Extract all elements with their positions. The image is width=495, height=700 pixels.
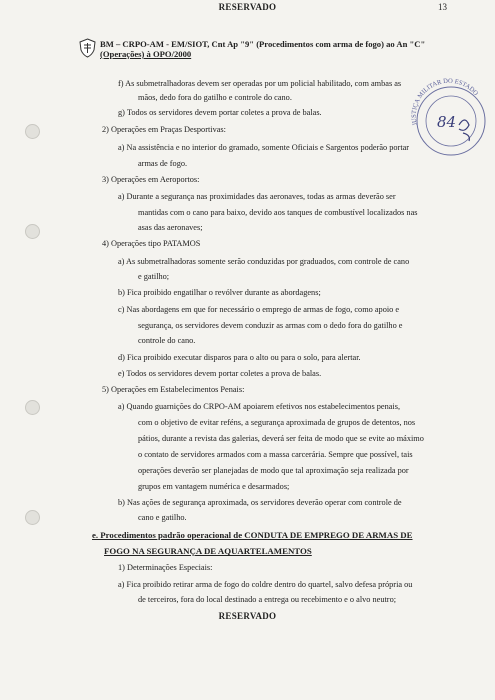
text-line: segurança, os servidores devem conduzir as armas com o dedo fora do gatilho e bbox=[138, 321, 403, 330]
stamp-ring-text: JUSTIÇA MILITAR DO ESTADO bbox=[410, 77, 480, 127]
section-title: e. Procedimentos padrão operacional de CONDUTA DE EMPREGO DE ARMAS DE bbox=[92, 530, 413, 540]
text-line: 3) Operações em Aeroportos: bbox=[102, 175, 200, 184]
text-line: b) Nas ações de segurança aproximada, os servidores deverão operar com controle de bbox=[118, 498, 402, 507]
text-line: grupos em vantagem numérica e desarmados; bbox=[138, 482, 290, 491]
text-line: f) As submetralhadoras devem ser operadas por um policial habilitado, com ambas as bbox=[118, 79, 402, 88]
page-number: 13 bbox=[438, 2, 447, 12]
text-line: 2) Operações em Praças Desportivas: bbox=[102, 125, 226, 134]
punch-hole bbox=[25, 124, 40, 139]
stamp-handwritten-number: 84 bbox=[437, 113, 457, 131]
text-line: d) Fica proibido executar disparos para o alto ou para o solo, para alertar. bbox=[118, 353, 361, 362]
text-line: e gatilho; bbox=[138, 272, 170, 281]
text-line: b) Fica proibido engatilhar o revólver durante as abordagens; bbox=[118, 288, 321, 297]
header-subtitle: (Operações) à OPO/2000 bbox=[100, 49, 192, 59]
text-line: controle do cano. bbox=[138, 336, 196, 345]
text-line: de terceiros, fora do local destinado a entrega ou recebimento e o alvo neutro; bbox=[138, 595, 397, 604]
text-line: mantidas com o cano para baixo, devido aos tanques de combustível localizados nas bbox=[138, 208, 418, 217]
text-line: 1) Determinações Especiais: bbox=[118, 563, 213, 572]
classification-header: RESERVADO bbox=[218, 2, 277, 12]
court-stamp bbox=[407, 77, 491, 157]
classification-footer: RESERVADO bbox=[218, 611, 277, 621]
emblem-icon bbox=[79, 38, 96, 58]
text-line: o contato de servidores armados com a massa carcerária. Sempre que possível, tais bbox=[138, 450, 413, 459]
text-line: cano e gatilho. bbox=[138, 513, 187, 522]
document-header bbox=[100, 39, 460, 59]
text-line: a) Fica proibido retirar arma de fogo do coldre dentro do quartel, salvo defesa própria ou bbox=[118, 580, 413, 589]
text-line: a) Na assistência e no interior do gramado, somente Oficiais e Sargentos poderão portar bbox=[118, 143, 410, 152]
text-line: a) As submetralhadoras somente serão conduzidas por graduados, com controle de cano bbox=[118, 257, 410, 266]
text-line: e) Todos os servidores devem portar coletes a prova de balas. bbox=[118, 369, 322, 378]
text-line: operações deverão ser planejadas de modo que tal aproximação seja realizada por bbox=[138, 466, 409, 475]
punch-hole bbox=[25, 510, 40, 525]
text-line: a) Durante a segurança nas proximidades das aeronaves, todas as armas deverão ser bbox=[118, 192, 396, 201]
punch-hole bbox=[25, 224, 40, 239]
text-line: c) Nas abordagens em que for necessário o emprego de armas de fogo, como apoio e bbox=[118, 305, 400, 314]
text-line: a) Quando guarnições do CRPO-AM apoiarem efetivos nos estabelecimentos penais, bbox=[118, 402, 401, 411]
text-line: armas de fogo. bbox=[138, 159, 188, 168]
text-line: asas das aeronaves; bbox=[138, 223, 203, 232]
text-line: 4) Operações tipo PATAMOS bbox=[102, 239, 201, 248]
section-title-continued: FOGO NA SEGURANÇA DE AQUARTELAMENTOS bbox=[104, 546, 312, 556]
text-line: g) Todos os servidores devem portar coletes a prova de balas. bbox=[118, 108, 322, 117]
text-line: mãos, dedo fora do gatilho e controle do cano. bbox=[138, 93, 292, 102]
text-line: pátios, durante a revista das galerias, deverá ser feita de modo que se evite ao máximo bbox=[138, 434, 424, 443]
header-title: BM – CRPO-AM - EM/SIOT, Cnt Ap "9" (Procedimentos com arma de fogo) ao An "C" bbox=[100, 39, 426, 49]
text-line: 5) Operações em Estabelecimentos Penais: bbox=[102, 385, 245, 394]
text-line: com o objetivo de evitar reféns, a segurança aproximada de grupos de detentos, nos bbox=[138, 418, 416, 427]
punch-hole bbox=[25, 400, 40, 415]
